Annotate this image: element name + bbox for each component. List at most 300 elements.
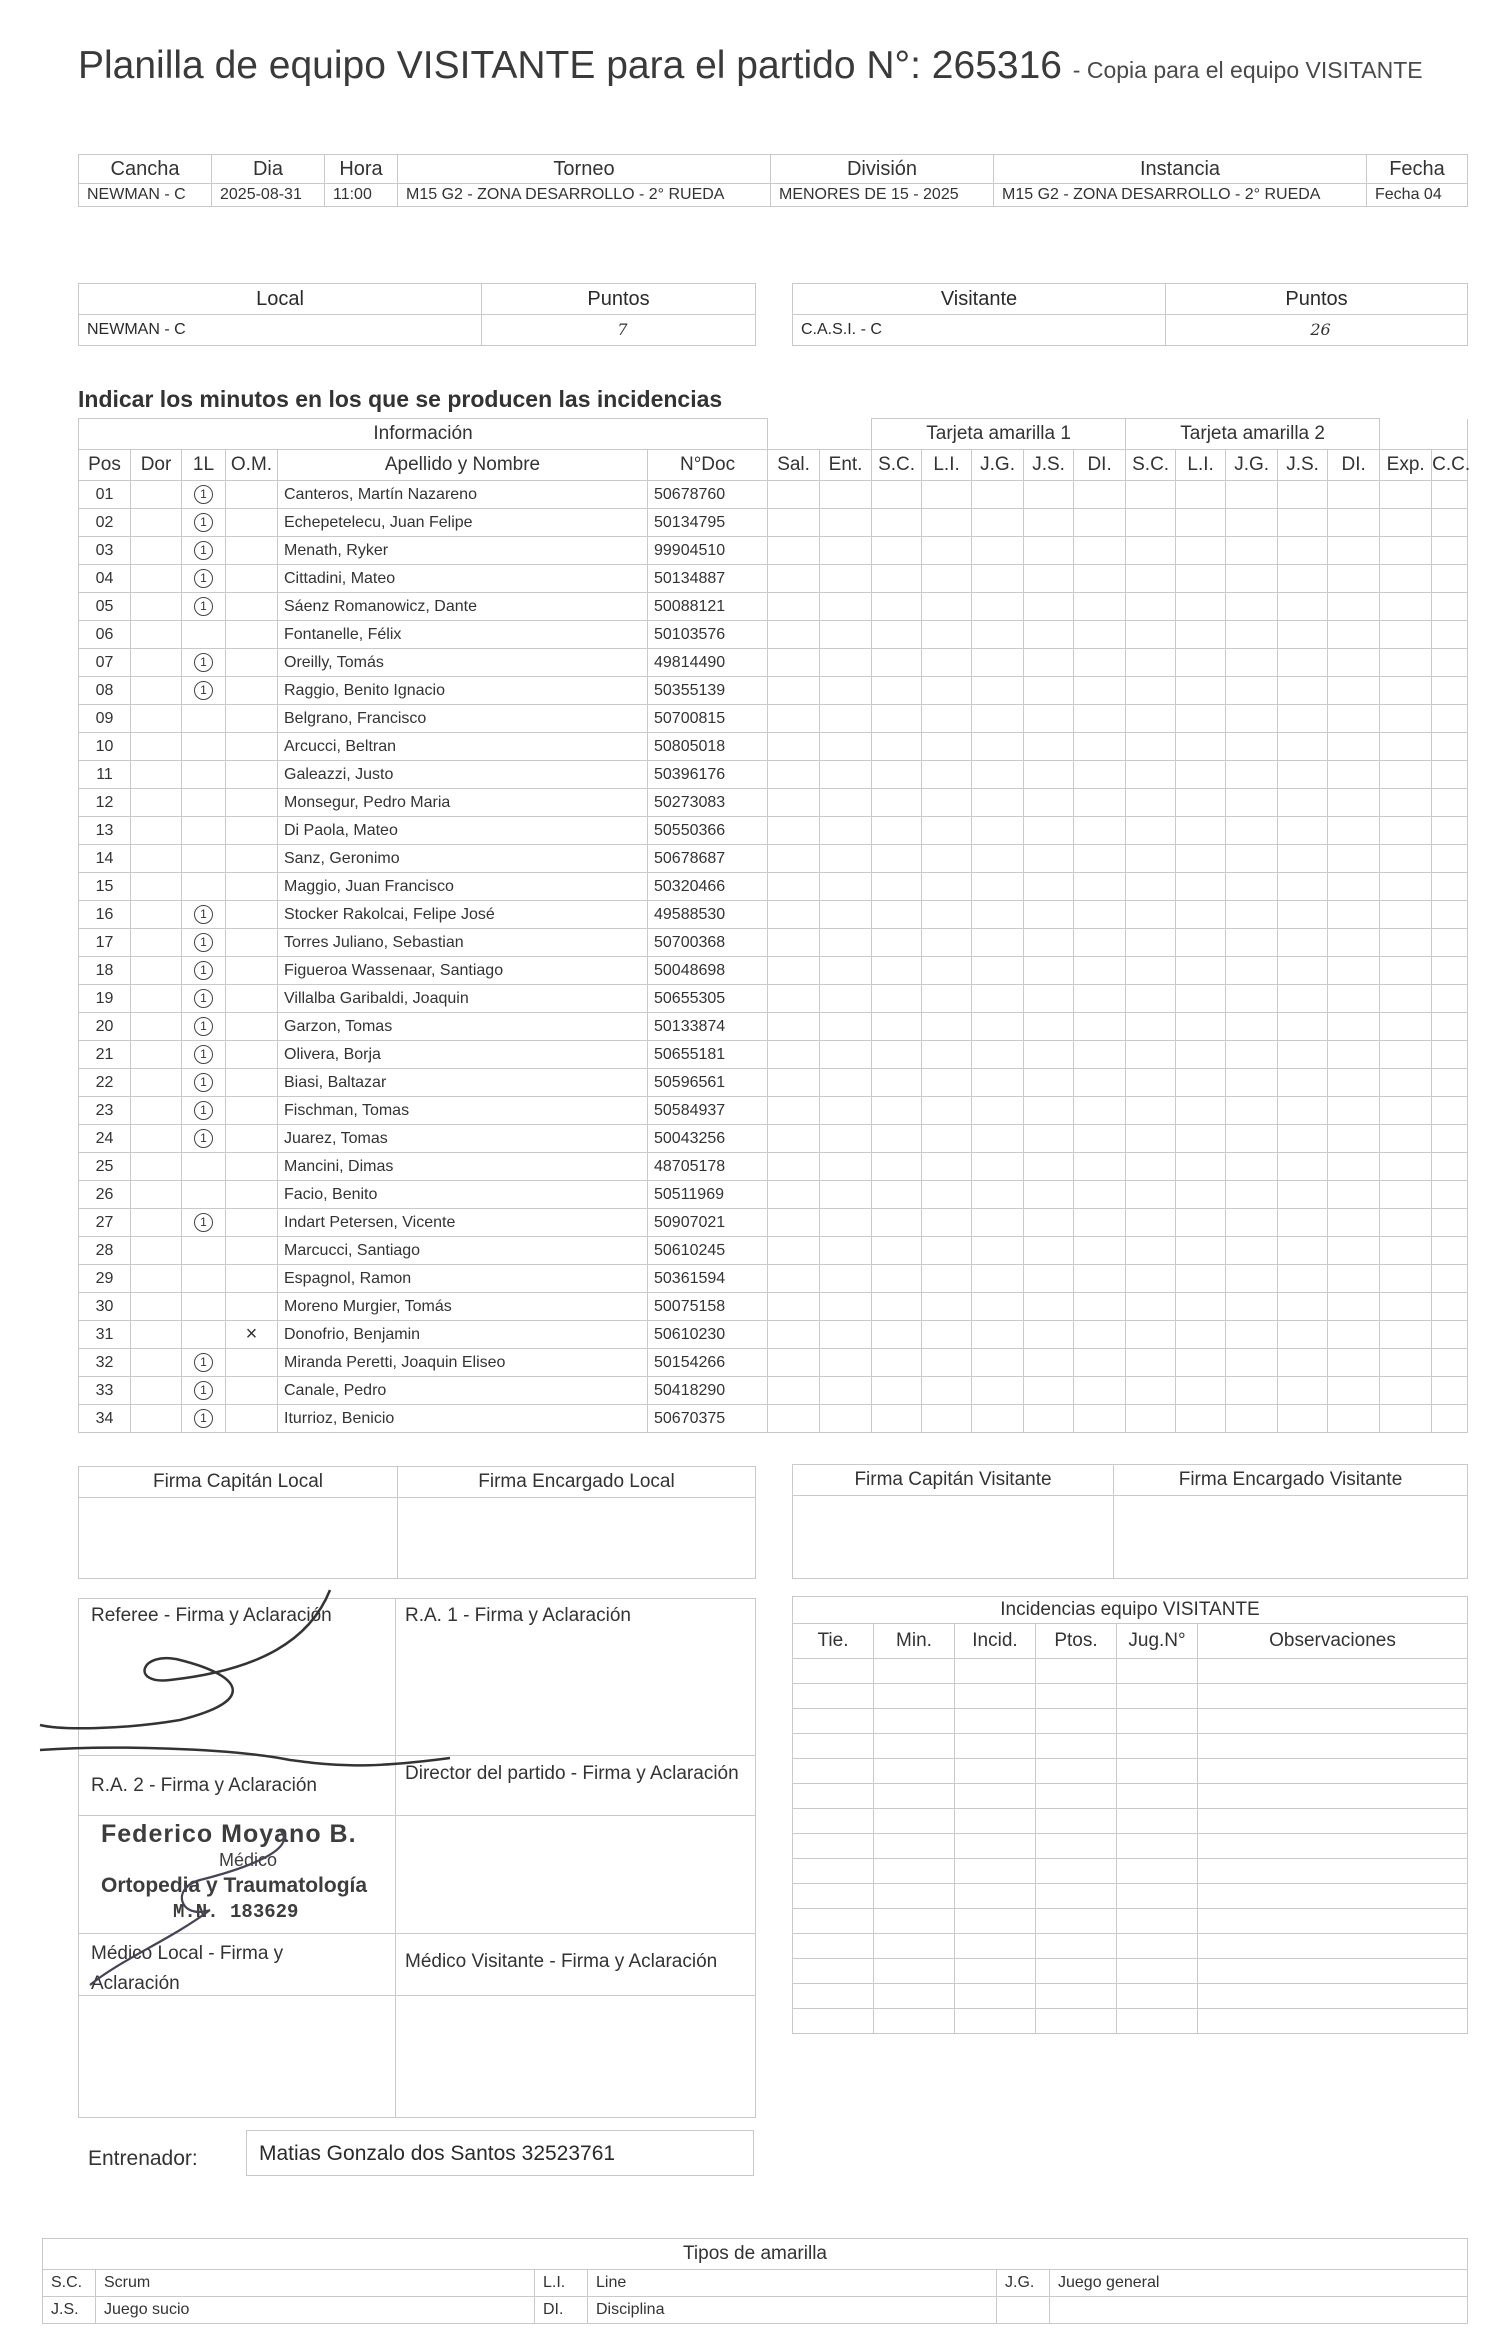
incident-cell[interactable]: [972, 1209, 1024, 1237]
incident-cell[interactable]: [768, 481, 820, 509]
incident-cell[interactable]: [1328, 929, 1380, 957]
incident-cell[interactable]: [1074, 817, 1126, 845]
incident-cell[interactable]: [1278, 1097, 1328, 1125]
incident-cell[interactable]: [1024, 985, 1074, 1013]
incident-cell[interactable]: [972, 537, 1024, 565]
incident-cell[interactable]: [922, 481, 972, 509]
incident-cell[interactable]: [1328, 1377, 1380, 1405]
incident-cell[interactable]: [972, 929, 1024, 957]
incident-cell[interactable]: [1432, 929, 1468, 957]
incident-cell[interactable]: [922, 1349, 972, 1377]
incidents-cell[interactable]: [1036, 1709, 1117, 1734]
incident-cell[interactable]: [972, 901, 1024, 929]
incident-cell[interactable]: [922, 845, 972, 873]
incident-cell[interactable]: [1126, 1041, 1176, 1069]
incident-cell[interactable]: [1074, 621, 1126, 649]
incident-cell[interactable]: [820, 985, 872, 1013]
incident-cell[interactable]: [1176, 1097, 1226, 1125]
incident-cell[interactable]: [820, 1013, 872, 1041]
incidents-cell[interactable]: [1198, 1934, 1468, 1959]
incident-cell[interactable]: [768, 1069, 820, 1097]
incident-cell[interactable]: [1126, 733, 1176, 761]
incident-cell[interactable]: [1432, 1349, 1468, 1377]
incident-cell[interactable]: [872, 1405, 922, 1433]
incident-cell[interactable]: [768, 677, 820, 705]
incident-cell[interactable]: [1126, 509, 1176, 537]
incident-cell[interactable]: [872, 1097, 922, 1125]
incident-cell[interactable]: [1380, 1237, 1432, 1265]
incident-cell[interactable]: [1024, 1181, 1074, 1209]
incident-cell[interactable]: [1432, 677, 1468, 705]
incident-cell[interactable]: [872, 845, 922, 873]
incident-cell[interactable]: [1074, 1097, 1126, 1125]
incident-cell[interactable]: [820, 621, 872, 649]
incident-cell[interactable]: [1126, 1349, 1176, 1377]
incident-cell[interactable]: [872, 537, 922, 565]
incident-cell[interactable]: [1278, 1377, 1328, 1405]
incident-cell[interactable]: [1380, 789, 1432, 817]
incident-cell[interactable]: [972, 1125, 1024, 1153]
incident-cell[interactable]: [820, 1377, 872, 1405]
incident-cell[interactable]: [1328, 1405, 1380, 1433]
incident-cell[interactable]: [1226, 1349, 1278, 1377]
incident-cell[interactable]: [972, 1097, 1024, 1125]
incident-cell[interactable]: [1380, 1153, 1432, 1181]
incidents-cell[interactable]: [1117, 1759, 1198, 1784]
incident-cell[interactable]: [1126, 1153, 1176, 1181]
incident-cell[interactable]: [1126, 1209, 1176, 1237]
incidents-cell[interactable]: [955, 1959, 1036, 1984]
incidents-cell[interactable]: [1036, 1884, 1117, 1909]
incident-cell[interactable]: [1176, 677, 1226, 705]
incidents-cell[interactable]: [793, 1884, 874, 1909]
incident-cell[interactable]: [922, 985, 972, 1013]
incident-cell[interactable]: [872, 565, 922, 593]
incident-cell[interactable]: [922, 1097, 972, 1125]
incident-cell[interactable]: [1126, 873, 1176, 901]
incident-cell[interactable]: [1176, 957, 1226, 985]
incident-cell[interactable]: [1176, 1293, 1226, 1321]
incident-cell[interactable]: [1024, 1125, 1074, 1153]
incident-cell[interactable]: [1328, 901, 1380, 929]
player-dor[interactable]: [131, 845, 182, 873]
incident-cell[interactable]: [1380, 677, 1432, 705]
incidents-cell[interactable]: [793, 1959, 874, 1984]
incidents-cell[interactable]: [1036, 1659, 1117, 1684]
incident-cell[interactable]: [768, 1041, 820, 1069]
incident-cell[interactable]: [1024, 845, 1074, 873]
incident-cell[interactable]: [1328, 509, 1380, 537]
incident-cell[interactable]: [820, 761, 872, 789]
incident-cell[interactable]: [1126, 1265, 1176, 1293]
incident-cell[interactable]: [768, 789, 820, 817]
incident-cell[interactable]: [1328, 1293, 1380, 1321]
incident-cell[interactable]: [1328, 593, 1380, 621]
player-dor[interactable]: [131, 1377, 182, 1405]
incident-cell[interactable]: [872, 817, 922, 845]
player-dor[interactable]: [131, 537, 182, 565]
incident-cell[interactable]: [1278, 1237, 1328, 1265]
incident-cell[interactable]: [1074, 1181, 1126, 1209]
incident-cell[interactable]: [1126, 565, 1176, 593]
incident-cell[interactable]: [768, 761, 820, 789]
incident-cell[interactable]: [1176, 1237, 1226, 1265]
incident-cell[interactable]: [1328, 789, 1380, 817]
incident-cell[interactable]: [972, 1321, 1024, 1349]
incident-cell[interactable]: [1074, 705, 1126, 733]
incident-cell[interactable]: [1380, 733, 1432, 761]
incident-cell[interactable]: [972, 817, 1024, 845]
incident-cell[interactable]: [1226, 1181, 1278, 1209]
incidents-cell[interactable]: [874, 1709, 955, 1734]
incident-cell[interactable]: [1126, 1181, 1176, 1209]
incident-cell[interactable]: [1074, 1041, 1126, 1069]
incident-cell[interactable]: [922, 565, 972, 593]
incident-cell[interactable]: [1126, 481, 1176, 509]
incident-cell[interactable]: [768, 1377, 820, 1405]
incidents-cell[interactable]: [1198, 1684, 1468, 1709]
incident-cell[interactable]: [1278, 1293, 1328, 1321]
incident-cell[interactable]: [768, 873, 820, 901]
incident-cell[interactable]: [768, 1265, 820, 1293]
incident-cell[interactable]: [1278, 733, 1328, 761]
incident-cell[interactable]: [1328, 1265, 1380, 1293]
incidents-cell[interactable]: [955, 1659, 1036, 1684]
incident-cell[interactable]: [972, 705, 1024, 733]
incident-cell[interactable]: [768, 1293, 820, 1321]
incident-cell[interactable]: [1074, 1209, 1126, 1237]
player-dor[interactable]: [131, 1125, 182, 1153]
incident-cell[interactable]: [768, 985, 820, 1013]
incident-cell[interactable]: [1278, 985, 1328, 1013]
incident-cell[interactable]: [1328, 957, 1380, 985]
incident-cell[interactable]: [1226, 1041, 1278, 1069]
incident-cell[interactable]: [1074, 677, 1126, 705]
incidents-cell[interactable]: [1036, 1909, 1117, 1934]
incidents-cell[interactable]: [1117, 1684, 1198, 1709]
incident-cell[interactable]: [768, 733, 820, 761]
incident-cell[interactable]: [1126, 1405, 1176, 1433]
incident-cell[interactable]: [922, 929, 972, 957]
incident-cell[interactable]: [1278, 649, 1328, 677]
incident-cell[interactable]: [1074, 509, 1126, 537]
incident-cell[interactable]: [972, 649, 1024, 677]
incident-cell[interactable]: [1432, 1209, 1468, 1237]
incident-cell[interactable]: [1074, 901, 1126, 929]
incident-cell[interactable]: [1126, 957, 1176, 985]
incident-cell[interactable]: [1226, 677, 1278, 705]
incidents-cell[interactable]: [793, 1809, 874, 1834]
incident-cell[interactable]: [872, 1237, 922, 1265]
incidents-cell[interactable]: [955, 2009, 1036, 2034]
incident-cell[interactable]: [1328, 817, 1380, 845]
incident-cell[interactable]: [1176, 1265, 1226, 1293]
incidents-cell[interactable]: [874, 1734, 955, 1759]
incident-cell[interactable]: [1380, 1405, 1432, 1433]
incident-cell[interactable]: [972, 1041, 1024, 1069]
incident-cell[interactable]: [1126, 1293, 1176, 1321]
incident-cell[interactable]: [1432, 1181, 1468, 1209]
incident-cell[interactable]: [872, 1153, 922, 1181]
player-dor[interactable]: [131, 873, 182, 901]
incident-cell[interactable]: [1278, 1321, 1328, 1349]
incidents-cell[interactable]: [955, 1934, 1036, 1959]
incident-cell[interactable]: [972, 1153, 1024, 1181]
player-dor[interactable]: [131, 817, 182, 845]
incident-cell[interactable]: [872, 1349, 922, 1377]
incident-cell[interactable]: [820, 649, 872, 677]
player-dor[interactable]: [131, 1293, 182, 1321]
incident-cell[interactable]: [768, 929, 820, 957]
incident-cell[interactable]: [1074, 481, 1126, 509]
incident-cell[interactable]: [872, 677, 922, 705]
incident-cell[interactable]: [1380, 1209, 1432, 1237]
incident-cell[interactable]: [1024, 509, 1074, 537]
incident-cell[interactable]: [1432, 1013, 1468, 1041]
incident-cell[interactable]: [1176, 1377, 1226, 1405]
incident-cell[interactable]: [1380, 593, 1432, 621]
incident-cell[interactable]: [1024, 1237, 1074, 1265]
incident-cell[interactable]: [1126, 621, 1176, 649]
incident-cell[interactable]: [1432, 1041, 1468, 1069]
incidents-cell[interactable]: [874, 1934, 955, 1959]
incident-cell[interactable]: [1024, 677, 1074, 705]
incident-cell[interactable]: [1176, 929, 1226, 957]
incident-cell[interactable]: [1226, 509, 1278, 537]
incident-cell[interactable]: [1278, 565, 1328, 593]
incident-cell[interactable]: [768, 1321, 820, 1349]
incident-cell[interactable]: [1024, 1041, 1074, 1069]
incidents-cell[interactable]: [1117, 1809, 1198, 1834]
incident-cell[interactable]: [872, 1069, 922, 1097]
incident-cell[interactable]: [768, 901, 820, 929]
incident-cell[interactable]: [1226, 1237, 1278, 1265]
incident-cell[interactable]: [922, 593, 972, 621]
incident-cell[interactable]: [1074, 1405, 1126, 1433]
incident-cell[interactable]: [820, 565, 872, 593]
incident-cell[interactable]: [1380, 481, 1432, 509]
incident-cell[interactable]: [1126, 817, 1176, 845]
incident-cell[interactable]: [768, 593, 820, 621]
incident-cell[interactable]: [768, 845, 820, 873]
player-dor[interactable]: [131, 901, 182, 929]
incident-cell[interactable]: [972, 1377, 1024, 1405]
player-dor[interactable]: [131, 705, 182, 733]
incidents-cell[interactable]: [793, 1909, 874, 1934]
incident-cell[interactable]: [1126, 1013, 1176, 1041]
coach-field[interactable]: Matias Gonzalo dos Santos 32523761: [246, 2130, 754, 2176]
player-dor[interactable]: [131, 593, 182, 621]
incident-cell[interactable]: [1380, 621, 1432, 649]
incident-cell[interactable]: [820, 1265, 872, 1293]
incident-cell[interactable]: [1074, 929, 1126, 957]
incidents-cell[interactable]: [1198, 1809, 1468, 1834]
incident-cell[interactable]: [1074, 1237, 1126, 1265]
player-dor[interactable]: [131, 649, 182, 677]
incident-cell[interactable]: [922, 817, 972, 845]
player-dor[interactable]: [131, 1265, 182, 1293]
incident-cell[interactable]: [1432, 593, 1468, 621]
incident-cell[interactable]: [1126, 901, 1176, 929]
incident-cell[interactable]: [820, 593, 872, 621]
incident-cell[interactable]: [1328, 1041, 1380, 1069]
incident-cell[interactable]: [1278, 957, 1328, 985]
incident-cell[interactable]: [1074, 873, 1126, 901]
incident-cell[interactable]: [820, 929, 872, 957]
incidents-cell[interactable]: [793, 2009, 874, 2034]
incident-cell[interactable]: [1176, 817, 1226, 845]
incidents-cell[interactable]: [793, 1784, 874, 1809]
incident-cell[interactable]: [872, 901, 922, 929]
incidents-cell[interactable]: [955, 1984, 1036, 2009]
incident-cell[interactable]: [768, 649, 820, 677]
incident-cell[interactable]: [1074, 789, 1126, 817]
incident-cell[interactable]: [872, 1321, 922, 1349]
incidents-cell[interactable]: [793, 1859, 874, 1884]
incident-cell[interactable]: [768, 509, 820, 537]
player-dor[interactable]: [131, 1097, 182, 1125]
player-dor[interactable]: [131, 1041, 182, 1069]
incidents-cell[interactable]: [1117, 1834, 1198, 1859]
incident-cell[interactable]: [1074, 1153, 1126, 1181]
incident-cell[interactable]: [872, 1293, 922, 1321]
incidents-cell[interactable]: [1117, 1909, 1198, 1934]
incident-cell[interactable]: [1176, 1013, 1226, 1041]
incident-cell[interactable]: [872, 1181, 922, 1209]
incident-cell[interactable]: [972, 565, 1024, 593]
incident-cell[interactable]: [1432, 1405, 1468, 1433]
incident-cell[interactable]: [1328, 1321, 1380, 1349]
incident-cell[interactable]: [1024, 873, 1074, 901]
incident-cell[interactable]: [1024, 621, 1074, 649]
incidents-cell[interactable]: [1036, 1684, 1117, 1709]
incident-cell[interactable]: [872, 733, 922, 761]
incident-cell[interactable]: [1126, 1125, 1176, 1153]
incident-cell[interactable]: [1176, 761, 1226, 789]
incident-cell[interactable]: [1278, 761, 1328, 789]
incident-cell[interactable]: [922, 621, 972, 649]
incident-cell[interactable]: [922, 761, 972, 789]
incident-cell[interactable]: [1432, 1153, 1468, 1181]
player-dor[interactable]: [131, 733, 182, 761]
incident-cell[interactable]: [922, 677, 972, 705]
incident-cell[interactable]: [922, 1013, 972, 1041]
incident-cell[interactable]: [1176, 845, 1226, 873]
incident-cell[interactable]: [1126, 1069, 1176, 1097]
incident-cell[interactable]: [768, 1405, 820, 1433]
incident-cell[interactable]: [1328, 985, 1380, 1013]
incident-cell[interactable]: [820, 957, 872, 985]
incident-cell[interactable]: [1432, 845, 1468, 873]
incident-cell[interactable]: [1226, 957, 1278, 985]
incident-cell[interactable]: [1328, 705, 1380, 733]
incidents-cell[interactable]: [874, 2009, 955, 2034]
incident-cell[interactable]: [1176, 1321, 1226, 1349]
incident-cell[interactable]: [1226, 565, 1278, 593]
incident-cell[interactable]: [1328, 1181, 1380, 1209]
incidents-cell[interactable]: [1036, 1984, 1117, 2009]
incident-cell[interactable]: [768, 957, 820, 985]
incident-cell[interactable]: [1432, 761, 1468, 789]
incident-cell[interactable]: [1380, 1041, 1432, 1069]
incident-cell[interactable]: [872, 789, 922, 817]
incident-cell[interactable]: [1432, 705, 1468, 733]
incident-cell[interactable]: [1380, 565, 1432, 593]
incidents-cell[interactable]: [1117, 1934, 1198, 1959]
incident-cell[interactable]: [1126, 1097, 1176, 1125]
incident-cell[interactable]: [1024, 957, 1074, 985]
incident-cell[interactable]: [1380, 1181, 1432, 1209]
incident-cell[interactable]: [1380, 1069, 1432, 1097]
incident-cell[interactable]: [972, 1265, 1024, 1293]
incidents-cell[interactable]: [1117, 1884, 1198, 1909]
incident-cell[interactable]: [922, 1321, 972, 1349]
incidents-cell[interactable]: [955, 1859, 1036, 1884]
incident-cell[interactable]: [1226, 593, 1278, 621]
incident-cell[interactable]: [872, 1377, 922, 1405]
incident-cell[interactable]: [1380, 1125, 1432, 1153]
incidents-cell[interactable]: [1036, 1809, 1117, 1834]
incident-cell[interactable]: [1024, 1069, 1074, 1097]
incidents-cell[interactable]: [1036, 2009, 1117, 2034]
incident-cell[interactable]: [1074, 1069, 1126, 1097]
incident-cell[interactable]: [1278, 873, 1328, 901]
incident-cell[interactable]: [820, 1237, 872, 1265]
incident-cell[interactable]: [972, 1181, 1024, 1209]
incident-cell[interactable]: [1278, 1041, 1328, 1069]
incident-cell[interactable]: [1380, 957, 1432, 985]
incident-cell[interactable]: [820, 1069, 872, 1097]
incident-cell[interactable]: [1226, 1377, 1278, 1405]
incident-cell[interactable]: [922, 1069, 972, 1097]
incident-cell[interactable]: [1074, 649, 1126, 677]
incident-cell[interactable]: [872, 873, 922, 901]
incident-cell[interactable]: [1176, 1041, 1226, 1069]
incident-cell[interactable]: [768, 1181, 820, 1209]
incident-cell[interactable]: [922, 1377, 972, 1405]
incident-cell[interactable]: [1328, 1209, 1380, 1237]
incident-cell[interactable]: [1176, 733, 1226, 761]
incident-cell[interactable]: [1380, 537, 1432, 565]
incident-cell[interactable]: [1328, 677, 1380, 705]
incident-cell[interactable]: [1074, 1321, 1126, 1349]
captain-visitor-signature[interactable]: [793, 1496, 1114, 1579]
incident-cell[interactable]: [1226, 733, 1278, 761]
incident-cell[interactable]: [1278, 1125, 1328, 1153]
incident-cell[interactable]: [922, 1209, 972, 1237]
incident-cell[interactable]: [1226, 1405, 1278, 1433]
incident-cell[interactable]: [1226, 985, 1278, 1013]
incident-cell[interactable]: [1024, 1265, 1074, 1293]
incident-cell[interactable]: [1074, 593, 1126, 621]
incident-cell[interactable]: [1278, 593, 1328, 621]
incident-cell[interactable]: [768, 1349, 820, 1377]
incident-cell[interactable]: [922, 789, 972, 817]
incident-cell[interactable]: [768, 621, 820, 649]
manager-local-signature[interactable]: [398, 1498, 756, 1579]
incident-cell[interactable]: [1226, 929, 1278, 957]
player-dor[interactable]: [131, 481, 182, 509]
incident-cell[interactable]: [1278, 481, 1328, 509]
incident-cell[interactable]: [1176, 901, 1226, 929]
incident-cell[interactable]: [820, 537, 872, 565]
incident-cell[interactable]: [922, 873, 972, 901]
incidents-cell[interactable]: [1198, 1909, 1468, 1934]
incidents-cell[interactable]: [1117, 2009, 1198, 2034]
incidents-cell[interactable]: [793, 1934, 874, 1959]
incident-cell[interactable]: [1074, 845, 1126, 873]
incidents-cell[interactable]: [955, 1784, 1036, 1809]
